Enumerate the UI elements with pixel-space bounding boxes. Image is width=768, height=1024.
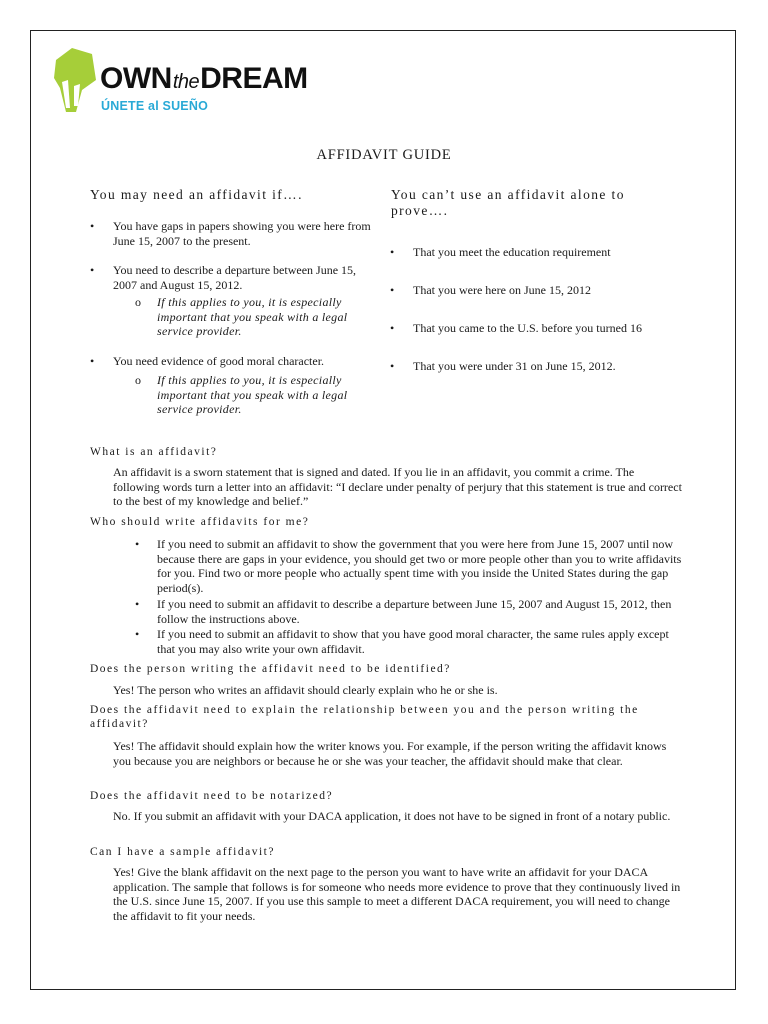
- left-item-1: • You have gaps in papers showing you were here from June 15, 2007 to the present.: [90, 219, 371, 248]
- question-who-should-write: Who should write affidavits for me?: [90, 516, 310, 528]
- who-should-write-item-3: • If you need to submit an affidavit to show that you have good moral character, the same rules apply except that you may also write your own affidavit.: [135, 627, 669, 656]
- question-what-is-affidavit: What is an affidavit?: [90, 446, 218, 458]
- answer-sample: Yes! Give the blank affidavit on the next page to the person you want to have write an affidavit for your DACA application. The sample that follows is for someone who needs more evidence to prove that they continuously lived in the U.S. since June 15, 2007. If you use this sample to meet a different DACA requirement, you will need to change the affidavit to fit your needs.: [113, 865, 681, 923]
- left-column-heading: You may need an affidavit if….: [90, 187, 303, 202]
- logo-wordmark: OWNtheDREAM: [100, 62, 308, 95]
- left-item-2-note: o If this applies to you, it is especially important that you speak with a legal service provider.: [135, 295, 348, 338]
- right-item-2: • That you were here on June 15, 2012: [390, 283, 591, 297]
- right-item-3: • That you came to the U.S. before you turned 16: [390, 321, 642, 335]
- page-title: AFFIDAVIT GUIDE: [316, 147, 452, 163]
- answer-identified: Yes! The person who writes an affidavit should clearly explain who he or she is.: [113, 683, 498, 697]
- logo-tagline: ÚNETE al SUEÑO: [101, 99, 208, 113]
- who-should-write-item-1: • If you need to submit an affidavit to show the government that you were here from June 15, 2007 until now because there are gaps in your evidence, you should get two or more people other than you to write affidavits for you. Find two or more people who actually spent time with you inside the United States during the gap period(s).: [135, 537, 682, 595]
- left-item-3: • You need evidence of good moral character.: [90, 354, 325, 368]
- who-should-write-item-2: • If you need to submit an affidavit to describe a departure between June 15, 2007 and August 15, 2012, then follow the instructions above.: [135, 597, 672, 626]
- question-identified: Does the person writing the affidavit need to be identified?: [90, 663, 451, 675]
- right-item-4: • That you were under 31 on June 15, 2012.: [390, 359, 616, 373]
- own-the-dream-logo: [52, 48, 332, 118]
- left-item-2: • You need to describe a departure between June 15, 2007 and August 15, 2012.: [90, 263, 357, 292]
- right-item-1: • That you meet the education requirement: [390, 245, 611, 259]
- answer-relationship: Yes! The affidavit should explain how the writer knows you. For example, if the person writing the affidavit knows you because you are neighbors or because he or she was your teacher, the affidavit should make that clear.: [113, 739, 667, 768]
- left-item-3-note: o If this applies to you, it is especially important that you speak with a legal service provider.: [135, 373, 348, 416]
- question-relationship: Does the affidavit need to explain the relationship between you and the person writing the affidavit?: [90, 704, 639, 730]
- answer-notarized: No. If you submit an affidavit with your DACA application, it does not have to be signed in front of a notary public.: [113, 809, 671, 823]
- right-column-heading: You can’t use an affidavit alone to prove….: [391, 187, 625, 218]
- question-sample: Can I have a sample affidavit?: [90, 846, 275, 858]
- logo-mark-icon: [52, 48, 98, 114]
- answer-what-is-affidavit: An affidavit is a sworn statement that is signed and dated. If you lie in an affidavit, you commit a crime. The following words turn a letter into an affidavit: “I declare under penalty of perjury that this statement is true and correct to the best of my knowledge and belief.”: [113, 465, 682, 508]
- question-notarized: Does the affidavit need to be notarized?: [90, 790, 334, 802]
